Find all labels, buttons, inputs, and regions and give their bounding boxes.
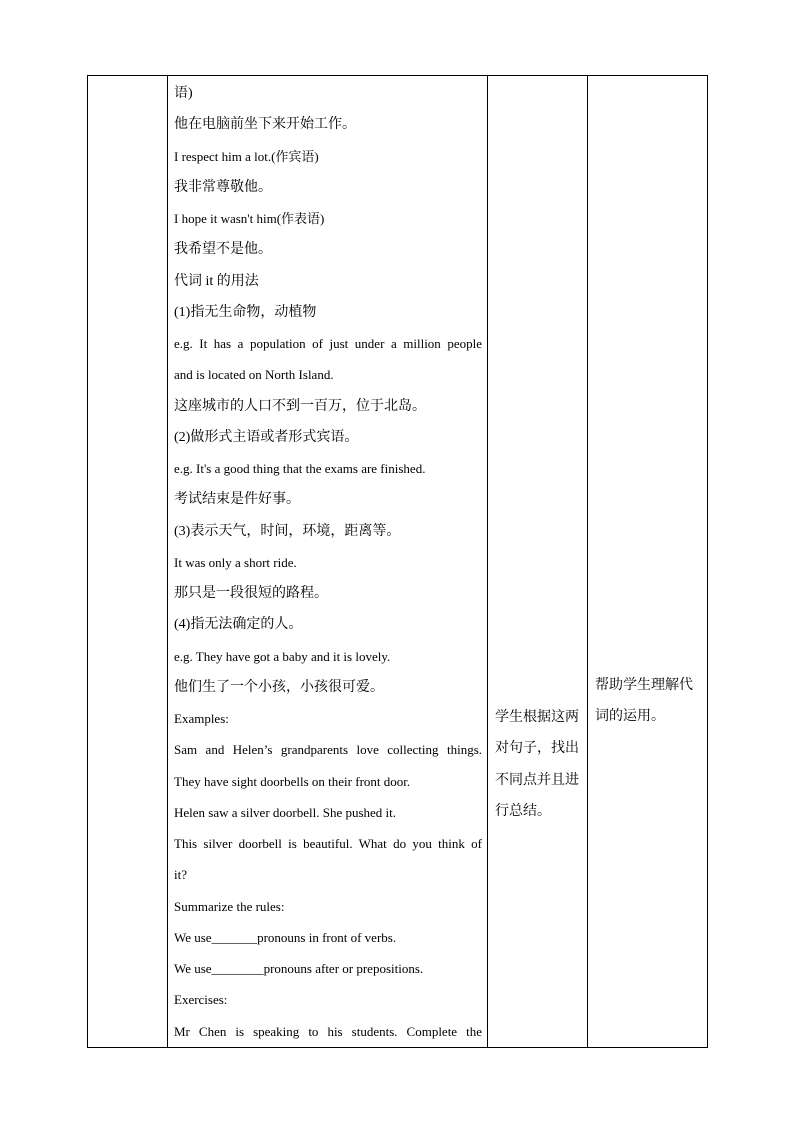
content-line: and is located on North Island. — [174, 367, 334, 383]
content-line: We use_______pronouns in front of verbs. — [174, 929, 397, 945]
content-line: e.g. They have got a baby and it is lovely. — [174, 648, 391, 664]
teaching-content-cell — [168, 76, 488, 1048]
content-line: 这座城市的人口不到一百万，位于北岛。 — [174, 398, 426, 414]
content-line: Exercises: — [174, 992, 228, 1008]
column-1-cell — [88, 76, 168, 1048]
content-line: 他们生了一个小孩，小孩很可爱。 — [174, 679, 384, 695]
content-line: We use________pronouns after or prepositions. — [174, 961, 424, 976]
content-line: Sam and Helen’s grandparents love collecting things. — [174, 742, 482, 758]
content-line: (3)表示天气，时间，环境，距离等。 — [174, 523, 401, 539]
teaching-content — [168, 76, 487, 1047]
content-line: Summarize the rules: — [174, 898, 285, 914]
activity-line: 对句子，找出 — [495, 741, 579, 757]
design-intent — [588, 76, 707, 1047]
student-activity — [488, 76, 587, 1047]
content-line: 我非常尊敬他。 — [174, 179, 272, 195]
content-line: 那只是一段很短的路程。 — [174, 586, 328, 601]
content-line: 语) — [174, 86, 193, 101]
content-line: I respect him a lot.(作宾语) — [174, 148, 319, 164]
content-line: (1)指无生命物，动植物 — [174, 304, 317, 320]
intent-line: 帮助学生理解代 — [595, 678, 693, 693]
content-line: e.g. It has a population of just under a million people — [174, 336, 482, 351]
student-activity-cell — [488, 76, 588, 1048]
content-line: (4)指无法确定的人。 — [174, 617, 303, 633]
content-line: 我希望不是他。 — [174, 242, 272, 258]
content-line: 代词 it 的用法 — [174, 273, 259, 289]
content-line: I hope it wasn't him(作表语) — [174, 211, 325, 226]
table-row — [88, 76, 708, 1048]
content-line: 他在电脑前坐下来开始工作。 — [174, 117, 356, 133]
content-line: Mr Chen is speaking to his students. Complete the — [174, 1023, 482, 1039]
content-line: Helen saw a silver doorbell. She pushed it. — [174, 804, 397, 820]
content-line: it? — [174, 867, 187, 883]
content-line: (2)做形式主语或者形式宾语。 — [174, 429, 359, 445]
lesson-table — [87, 75, 708, 1048]
content-line: They have sight doorbells on their front door. — [174, 773, 411, 789]
intent-line: 词的运用。 — [595, 709, 665, 725]
activity-line: 学生根据这两 — [495, 710, 579, 725]
design-intent-cell — [588, 76, 708, 1048]
activity-line: 不同点并且进 — [495, 772, 579, 788]
activity-line: 行总结。 — [495, 803, 551, 819]
content-line: e.g. It's a good thing that the exams are finished. — [174, 461, 426, 476]
content-line: It was only a short ride. — [174, 554, 297, 570]
content-line: Examples: — [174, 711, 229, 726]
content-line: 考试结束是件好事。 — [174, 492, 300, 508]
content-line: This silver doorbell is beautiful. What do you think of — [174, 836, 482, 851]
